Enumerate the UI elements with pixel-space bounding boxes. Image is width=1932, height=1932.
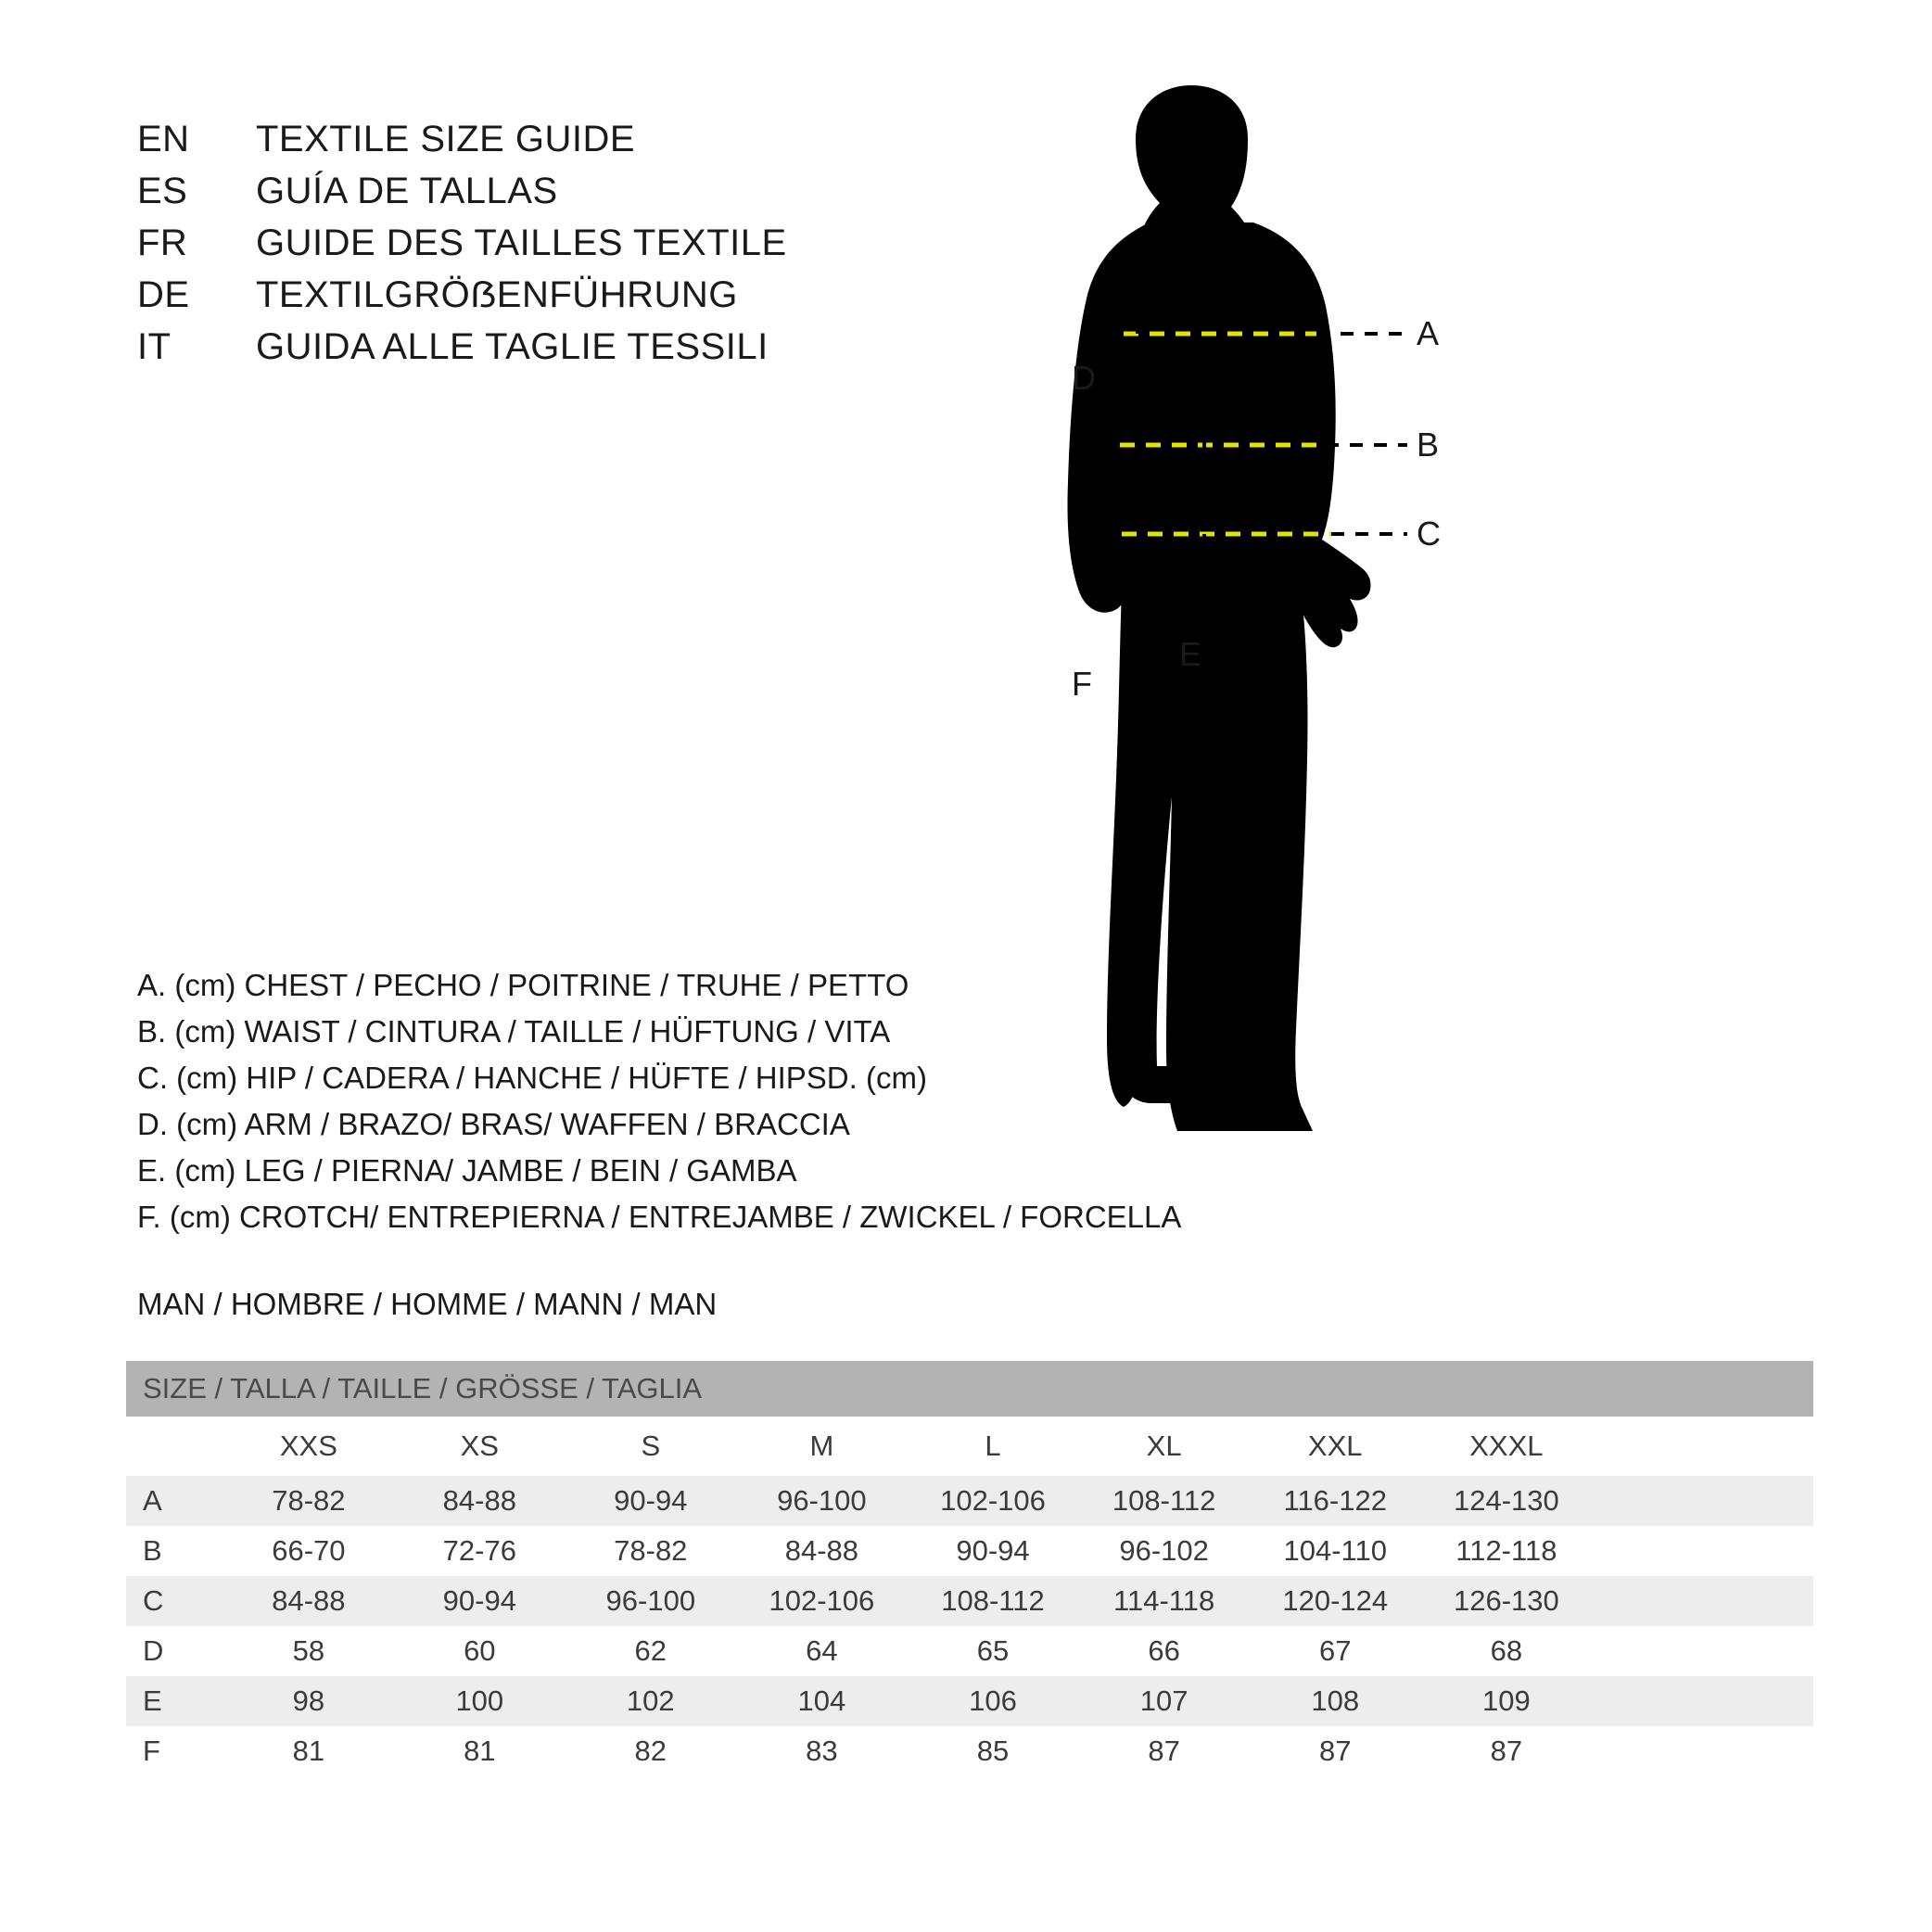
cell-e-s: 102 <box>566 1676 737 1726</box>
legend-item-a: A. (cm) CHEST / PECHO / POITRINE / TRUHE / PETTO <box>137 968 909 1002</box>
title-lang-fr: FR <box>137 222 188 263</box>
row-label-c: C <box>126 1576 223 1626</box>
title-block <box>137 119 787 378</box>
cell-c-s: 96-100 <box>566 1576 737 1626</box>
cell-b-l: 90-94 <box>908 1526 1079 1576</box>
man-silhouette-icon <box>1068 85 1371 1131</box>
cell-e-xl: 107 <box>1078 1676 1250 1726</box>
title-lang-de: DE <box>137 274 190 315</box>
legend-item-c: C. (cm) HIP / CADERA / HANCHE / HÜFTE / HIPSD. (cm) <box>137 1061 927 1095</box>
label-f: F <box>1072 665 1092 703</box>
cell-b-s: 78-82 <box>566 1526 737 1576</box>
cell-a-xs: 84-88 <box>394 1476 565 1526</box>
row-label-f: F <box>126 1726 223 1776</box>
title-lang-en: EN <box>137 119 190 159</box>
title-row-en <box>137 119 787 171</box>
table-row <box>126 1476 1813 1526</box>
row-label-b: B <box>126 1526 223 1576</box>
cell-d-xxxl: 68 <box>1421 1626 1593 1676</box>
size-head-xxs: XXS <box>223 1417 394 1476</box>
title-lang-es: ES <box>137 171 188 211</box>
cell-e-xxs: 98 <box>223 1676 394 1726</box>
cell-a-l: 102-106 <box>908 1476 1079 1526</box>
label-d: D <box>1072 359 1096 397</box>
table-row <box>126 1626 1813 1676</box>
legend-item-e: E. (cm) LEG / PIERNA/ JAMBE / BEIN / GAMBA <box>137 1153 797 1188</box>
cell-b-tail <box>1592 1526 1813 1576</box>
size-head-xs: XS <box>394 1417 565 1476</box>
cell-a-s: 90-94 <box>566 1476 737 1526</box>
size-head-xxl: XXL <box>1250 1417 1421 1476</box>
cell-c-xs: 90-94 <box>394 1576 565 1626</box>
cell-c-l: 108-112 <box>908 1576 1079 1626</box>
legend-item-f: F. (cm) CROTCH/ ENTREPIERNA / ENTREJAMBE / ZWICKEL / FORCELLA <box>137 1200 1182 1234</box>
size-head-blank <box>126 1417 223 1476</box>
cell-f-tail <box>1592 1726 1813 1776</box>
title-text-de: TEXTILGRÖẞENFÜHRUNG <box>256 274 738 315</box>
cell-f-xxl: 87 <box>1250 1726 1421 1776</box>
cell-f-s: 82 <box>566 1726 737 1776</box>
cell-e-xs: 100 <box>394 1676 565 1726</box>
cell-c-xxl: 120-124 <box>1250 1576 1421 1626</box>
legend-item-b: B. (cm) WAIST / CINTURA / TAILLE / HÜFTUNG / VITA <box>137 1014 891 1049</box>
row-label-e: E <box>126 1676 223 1726</box>
cell-f-xxs: 81 <box>223 1726 394 1776</box>
size-head-xl: XL <box>1078 1417 1250 1476</box>
label-c: C <box>1417 515 1441 553</box>
cell-d-tail <box>1592 1626 1813 1676</box>
cell-c-m: 102-106 <box>736 1576 908 1626</box>
cell-d-l: 65 <box>908 1626 1079 1676</box>
cell-b-xxs: 66-70 <box>223 1526 394 1576</box>
size-table <box>126 1361 1813 1776</box>
table-row <box>126 1726 1813 1776</box>
table-header-label: SIZE / TALLA / TAILLE / GRÖSSE / TAGLIA <box>126 1361 1813 1417</box>
measurement-legend <box>137 962 1181 1328</box>
table-header-row <box>126 1361 1813 1417</box>
legend-item-d: D. (cm) ARM / BRAZO/ BRAS/ WAFFEN / BRACCIA <box>137 1107 850 1141</box>
cell-a-xl: 108-112 <box>1078 1476 1250 1526</box>
row-label-a: A <box>126 1476 223 1526</box>
cell-b-xs: 72-76 <box>394 1526 565 1576</box>
cell-f-xl: 87 <box>1078 1726 1250 1776</box>
title-text-en: TEXTILE SIZE GUIDE <box>256 119 636 159</box>
cell-c-xl: 114-118 <box>1078 1576 1250 1626</box>
cell-b-xxl: 104-110 <box>1250 1526 1421 1576</box>
cell-d-s: 62 <box>566 1626 737 1676</box>
label-b: B <box>1417 426 1440 464</box>
title-row-fr <box>137 222 787 274</box>
title-lang-it: IT <box>137 326 172 367</box>
cell-a-xxl: 116-122 <box>1250 1476 1421 1526</box>
title-text-fr: GUIDE DES TAILLES TEXTILE <box>256 222 787 263</box>
row-label-d: D <box>126 1626 223 1676</box>
label-e: E <box>1179 635 1202 673</box>
cell-b-xxxl: 112-118 <box>1421 1526 1593 1576</box>
cell-a-tail <box>1592 1476 1813 1526</box>
cell-e-tail <box>1592 1676 1813 1726</box>
table-row <box>126 1526 1813 1576</box>
title-row-it <box>137 326 787 378</box>
table-row <box>126 1576 1813 1626</box>
cell-d-m: 64 <box>736 1626 908 1676</box>
cell-e-xxl: 108 <box>1250 1676 1421 1726</box>
cell-b-m: 84-88 <box>736 1526 908 1576</box>
label-a: A <box>1417 314 1440 352</box>
cell-b-xl: 96-102 <box>1078 1526 1250 1576</box>
cell-f-l: 85 <box>908 1726 1079 1776</box>
cell-f-m: 83 <box>736 1726 908 1776</box>
cell-a-xxxl: 124-130 <box>1421 1476 1593 1526</box>
cell-a-xxs: 78-82 <box>223 1476 394 1526</box>
size-head-m: M <box>736 1417 908 1476</box>
title-row-de <box>137 274 787 326</box>
size-head-l: L <box>908 1417 1079 1476</box>
cell-a-m: 96-100 <box>736 1476 908 1526</box>
title-text-es: GUÍA DE TALLAS <box>256 171 558 211</box>
cell-e-m: 104 <box>736 1676 908 1726</box>
size-head-xxxl: XXXL <box>1421 1417 1593 1476</box>
table-size-head-row <box>126 1417 1813 1476</box>
table-row <box>126 1676 1813 1726</box>
cell-c-xxxl: 126-130 <box>1421 1576 1593 1626</box>
cell-e-xxxl: 109 <box>1421 1676 1593 1726</box>
gender-label: MAN / HOMBRE / HOMME / MANN / MAN <box>137 1287 718 1321</box>
size-head-tail <box>1592 1417 1813 1476</box>
cell-d-xxl: 67 <box>1250 1626 1421 1676</box>
cell-f-xs: 81 <box>394 1726 565 1776</box>
title-text-it: GUIDA ALLE TAGLIE TESSILI <box>256 326 769 367</box>
cell-f-xxxl: 87 <box>1421 1726 1593 1776</box>
cell-c-tail <box>1592 1576 1813 1626</box>
cell-c-xxs: 84-88 <box>223 1576 394 1626</box>
size-head-s: S <box>566 1417 737 1476</box>
cell-d-xl: 66 <box>1078 1626 1250 1676</box>
cell-d-xxs: 58 <box>223 1626 394 1676</box>
body-measurement-diagram <box>1038 83 1836 1214</box>
cell-d-xs: 60 <box>394 1626 565 1676</box>
title-row-es <box>137 171 787 222</box>
cell-e-l: 106 <box>908 1676 1079 1726</box>
